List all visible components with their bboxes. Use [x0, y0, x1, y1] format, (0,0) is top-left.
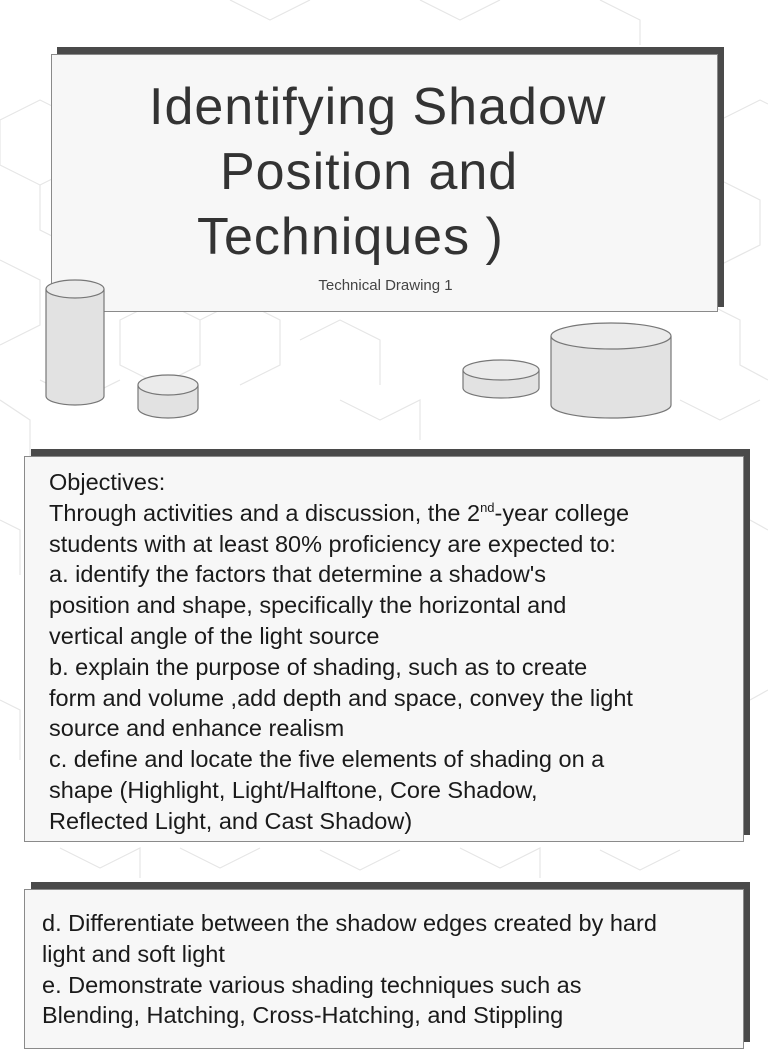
subtitle: Technical Drawing 1 [318, 277, 453, 294]
objective-c: c. define and locate the five elements of shading on a [49, 746, 605, 773]
objectives-line: shape (Highlight, Light/Halftone, Core Shadow, [49, 776, 538, 803]
objective-e: e. Demonstrate various shading techniques such as [42, 971, 582, 998]
objectives-line: form and volume ,add depth and space, convey the light [49, 684, 633, 711]
flat-cylinder-icon [461, 358, 541, 402]
objective-a: a. identify the factors that determine a shadow's [49, 561, 546, 588]
objectives-line: vertical angle of the light source [49, 622, 380, 649]
title-card [51, 54, 718, 312]
objectives-heading: Objectives: [49, 469, 166, 495]
objectives-line: students with at least 80% proficiency are expected to: [49, 530, 616, 557]
continued-objectives-text [42, 908, 732, 1031]
objective-b: b. explain the purpose of shading, such as to create [49, 653, 588, 680]
small-cylinder-icon [136, 373, 200, 421]
objectives-card [24, 456, 744, 842]
objectives-line: position and shape, specifically the horizontal and [49, 592, 567, 619]
title-line-3: Techniques ) [197, 208, 504, 266]
ordinal-superscript: nd [480, 499, 495, 515]
title-line-1: Identifying Shadow [149, 78, 607, 136]
title-line-2: Position and [220, 143, 519, 201]
objectives-line: Blending, Hatching, Cross-Hatching, and Stippling [42, 1002, 564, 1029]
objectives-text [49, 467, 729, 837]
objectives-line: source and enhance realism [49, 715, 345, 742]
objectives-line: Reflected Light, and Cast Shadow) [49, 807, 413, 834]
objective-d: d. Differentiate between the shadow edges created by hard [42, 910, 657, 936]
intro-text-end: -year college [494, 499, 630, 526]
intro-text: Through activities and a discussion, the 2 [49, 499, 481, 526]
tall-cylinder-icon [44, 278, 106, 410]
page-title [52, 75, 719, 270]
wide-cylinder-icon [549, 321, 673, 421]
objectives-line: light and soft light [42, 940, 225, 967]
objectives-intro [49, 498, 729, 529]
continued-objectives-card [24, 889, 744, 1049]
